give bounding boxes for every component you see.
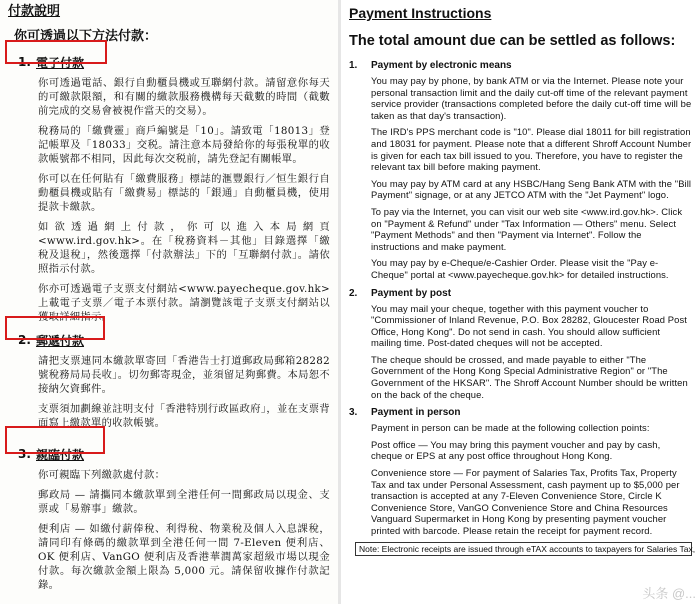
section-number: 3. <box>18 447 31 461</box>
right-heading: Payment Instructions <box>349 5 492 21</box>
paragraph: 你亦可透過電子支票支付網站<www.payecheque.gov.hk>上載電子支票／電子本票付款。請瀏覽該電子支票支付網站以獲取詳細指示。 <box>38 283 330 323</box>
section-title: 親臨付款 <box>36 447 85 462</box>
chinese-instructions-panel <box>0 0 338 604</box>
paragraph: Post office — You may bring this payment voucher and pay by cash, cheque or EPS at any post office throughout Hong Kong. <box>371 438 661 462</box>
right-section-1-header <box>349 59 692 72</box>
section-number: 2. <box>18 333 31 347</box>
highlight-box-section-3 <box>5 426 105 454</box>
paragraph: 你可以在任何貼有「繳費服務」標誌的滙豐銀行／恒生銀行自動櫃員機或貼有「繳費易」標誌的「銀通」自動櫃員機，使用提款卡繳款。 <box>38 173 330 213</box>
section-title: Payment in person <box>371 407 461 419</box>
english-instructions-panel <box>341 0 700 604</box>
paragraph: 支票須加劃線並註明支付「香港特別行政區政府」，並在支票背面寫上繳款單的收款帳號。 <box>38 403 330 429</box>
watermark: 头条 @... <box>642 586 696 601</box>
paragraph: 請把支票連同本繳款單寄回「香港告士打道郵政局郵箱28282號稅務局局長收」。切勿郵寄現金，並須留足夠郵費。本局恕不接納欠資郵件。 <box>38 355 330 395</box>
section-title: Payment by post <box>371 287 452 299</box>
highlight-box-section-1 <box>5 40 107 64</box>
section-number: 3. <box>349 407 358 419</box>
section-title: 郵遞付款 <box>36 333 85 348</box>
paragraph: 便利店 — 如繳付薪俸稅、利得稅、物業稅及個人入息課稅，請同印有條碼的繳款單到全港任何一間 7-Eleven 便利店、OK 便利店、VanGO 便利店及香港華潤萬家超級市場以現金付款。每次繳款金額上限為 5,000 元。請保留收據作付款記錄。 <box>38 523 330 591</box>
left-subtitle: 你可透過以下方法付款： <box>14 29 158 44</box>
section-number: 1. <box>18 55 31 69</box>
right-section-2-header <box>349 287 692 300</box>
paragraph: 你可親臨下列繳款處付款： <box>38 469 166 481</box>
paragraph: You may pay by e-Cheque/e-Cashier Order. Please visit the "Pay e-Cheque" portal at <www.payecheque.gov.hk> for detailed instructions. <box>371 257 669 280</box>
paragraph: To pay via the Internet, you can visit our web site <www.ird.gov.hk>. Click on "Payment & Refund" under "Tax Information — Others" menu. Select "Payment Methods" and then "Payment via Internet". Follow the instructions and make payment. <box>371 205 683 252</box>
paragraph: You may pay by phone, by bank ATM or via the Internet. Please note your personal transaction limit and the daily cut-off time of the relevant payment service provider (transactions completed before the daily cut-off time will be taken as that day's transaction). <box>371 75 692 121</box>
section-title: 電子付款 <box>36 55 85 70</box>
paragraph: Payment in person can be made at the following collection points: <box>371 422 650 434</box>
paragraph: 你可透過電話、銀行自動櫃員機或互聯網付款。請留意你每天的可繳款限額，和有關的繳款服務機構每天截數的時間（截數前完成的交易會被視作當天的交易）。 <box>38 77 330 117</box>
paragraph: Convenience store — For payment of Salaries Tax, Profits Tax, Property Tax and tax under Personal Assessment, cash payment up to $5,000 per transaction is accepted at any 7-Eleven Convenience Store, Circle K Convenience Store, VanGO Convenience Store and China Resources Vanguard Supermarket in Hong Kong by presenting payment voucher printed with barcode. Please retain the receipt for payment record. <box>371 467 680 536</box>
section-title: Payment by electronic means <box>371 60 512 71</box>
footnote: Note: Electronic receipts are issued through eTAX accounts to taxpayers for Salaries Tax, <box>355 542 692 556</box>
section-number: 2. <box>349 287 358 299</box>
section-number: 1. <box>349 60 358 71</box>
paragraph: You may mail your cheque, together with this payment voucher to "Commissioner of Inland Revenue, P.O. Box 28282, Gloucester Road Post Office, Hong Kong". Do not send in cash. You should allow sufficient mailing time. Post-dated cheques will not be accepted. <box>371 302 687 349</box>
paragraph: The IRD's PPS merchant code is "10". Please dial 18011 for bill registration and 18031 for payment. Please note that a different Shroff Account Number is given for each tax bill issued to you. Therefore, you have to register the relevant tax bill before making payment. <box>371 126 692 173</box>
paragraph: 如欲透過網上付款，你可以進入本局網頁<www.ird.gov.hk>。在「稅務資料－其他」目錄選擇「繳稅及退稅」，然後選擇「付款辦法」下的「互聯網付款」。請依照指示付款。 <box>38 221 330 275</box>
right-subtitle: The total amount due can be settled as follows: <box>349 33 676 49</box>
paragraph: The cheque should be crossed, and made payable to either "The Government of the Hong Kong Special Administrative Region" or "The Government of the HKSAR". The Shroff Account Number should be written on the back of the cheque. <box>371 353 688 400</box>
right-section-3-header <box>349 406 692 419</box>
left-heading: 付款說明 <box>8 4 61 19</box>
paragraph: You may pay by ATM card at any HSBC/Hang Seng Bank ATM with the "Bill Payment" signage, or at any JETCO ATM with the "Jet Payment" logo. <box>371 177 692 201</box>
paragraph: 稅務局的「繳費靈」商戶編號是「10」。請致電「18013」登記帳單及「18033」交税。請注意本局發給你的每張稅單的收款帳號都不相同，因此每次交税前，請先登記有關帳單。 <box>38 125 330 165</box>
highlight-box-section-2 <box>5 316 105 340</box>
paragraph: 郵政局 — 請攜同本繳款單到全港任何一間郵政局以現金、支票或「易辦事」繳款。 <box>38 489 330 515</box>
